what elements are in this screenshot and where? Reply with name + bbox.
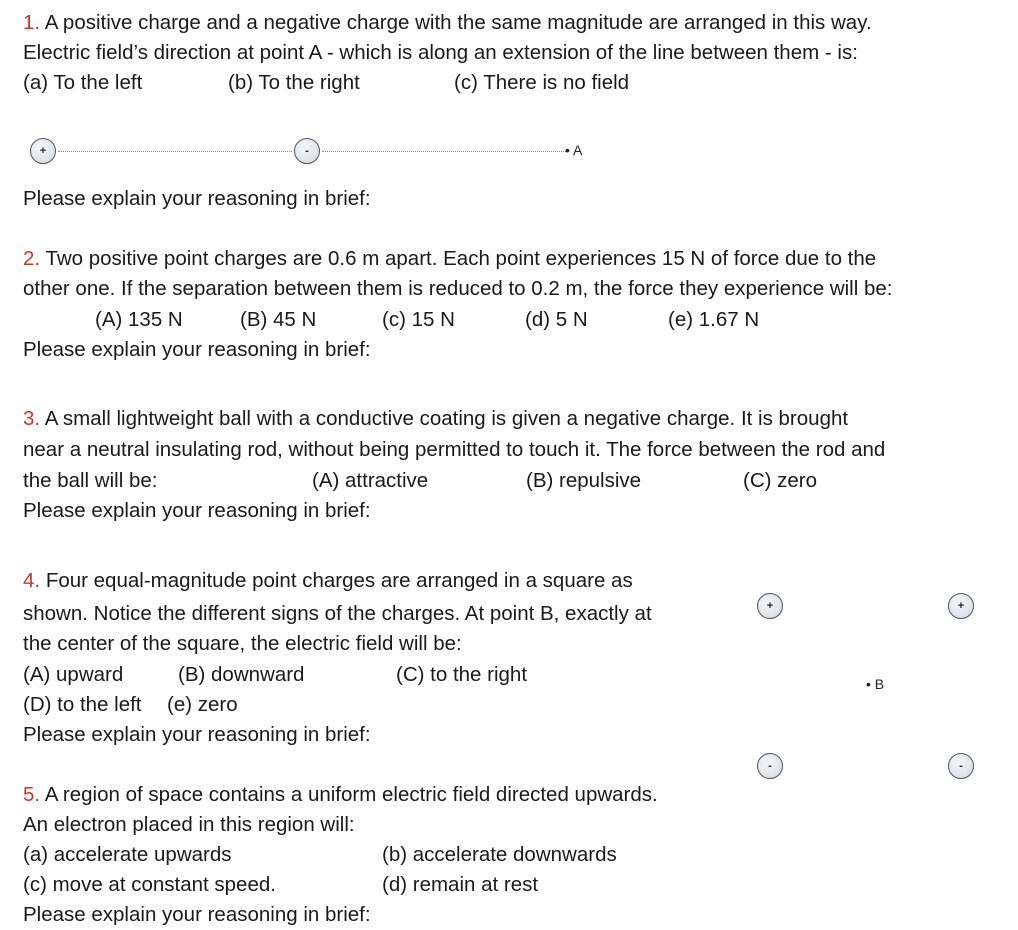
q3-option: (B) repulsive: [526, 469, 642, 492]
q5-line1: [23, 783, 658, 807]
q1-option-c: (c) There is no field: [454, 71, 630, 94]
q5-option: (c) move at constant speed.: [23, 873, 276, 896]
q1-option-b: (b) To the right: [228, 71, 360, 94]
positive-charge-top-right: +: [948, 593, 974, 619]
connecting-line: [58, 151, 292, 152]
q2-line1: [23, 247, 876, 271]
q2-option: (A) 135 N: [95, 308, 183, 331]
q4-line1: [23, 569, 633, 593]
positive-charge: +: [30, 138, 56, 164]
q4-line3: the center of the square, the electric field will be:: [23, 632, 462, 655]
q1-line2: Electric field’s direction at point A - which is along an extension of the line between them - is:: [23, 41, 858, 64]
q5-line2: An electron placed in this region will:: [23, 813, 355, 836]
negative-charge-bottom-left: -: [757, 753, 783, 779]
q1-line1: [23, 11, 872, 35]
extension-line: [322, 151, 566, 152]
positive-charge-top-left: +: [757, 593, 783, 619]
q5-number: 5.: [23, 783, 41, 806]
q1-text: A positive charge and a negative charge with the same magnitude are arranged in this way.: [44, 11, 872, 34]
q2-option: (B) 45 N: [240, 308, 317, 331]
point-a-label: • A: [565, 142, 583, 158]
point-b-label: • B: [866, 676, 885, 692]
negative-charge-bottom-right: -: [948, 753, 974, 779]
q3-number: 3.: [23, 407, 41, 430]
q4-line2: shown. Notice the different signs of the charges. At point B, exactly at: [23, 602, 652, 625]
q4-option: (A) upward: [23, 663, 124, 686]
q3-explain: Please explain your reasoning in brief:: [23, 499, 371, 522]
q4-option: (D) to the left: [23, 693, 142, 716]
q4-number: 4.: [23, 569, 41, 592]
q4-explain: Please explain your reasoning in brief:: [23, 723, 371, 746]
q5-text: A region of space contains a uniform electric field directed upwards.: [44, 783, 658, 806]
q1-explain: Please explain your reasoning in brief:: [23, 187, 371, 210]
q2-number: 2.: [23, 247, 41, 270]
q4-option: (C) to the right: [396, 663, 528, 686]
q5-option: (d) remain at rest: [382, 873, 539, 896]
q1-number: 1.: [23, 11, 41, 34]
q4-option: (e) zero: [167, 693, 238, 716]
q3-text: A small lightweight ball with a conductive coating is given a negative charge. It is brought: [44, 407, 849, 430]
q3-option: (C) zero: [743, 469, 818, 492]
q4-option: (B) downward: [178, 663, 305, 686]
q2-text: Two positive point charges are 0.6 m apart. Each point experiences 15 N of force due to the: [45, 247, 877, 270]
negative-charge: -: [294, 138, 320, 164]
q5-option: (a) accelerate upwards: [23, 843, 232, 866]
q4-text: Four equal-magnitude point charges are arranged in a square as: [45, 569, 633, 592]
q3-line2: near a neutral insulating rod, without being permitted to touch it. The force between the rod and: [23, 438, 886, 461]
q3-line3: the ball will be:: [23, 469, 158, 492]
q2-option: (d) 5 N: [525, 308, 588, 331]
q2-option: (e) 1.67 N: [668, 308, 760, 331]
q3-line1: [23, 407, 848, 431]
q3-option: (A) attractive: [312, 469, 429, 492]
q5-option: (b) accelerate downwards: [382, 843, 617, 866]
q5-explain: Please explain your reasoning in brief:: [23, 903, 371, 926]
q1-option-a: (a) To the left: [23, 71, 143, 94]
q2-line2: other one. If the separation between them is reduced to 0.2 m, the force they experience will be:: [23, 277, 893, 300]
q2-option: (c) 15 N: [382, 308, 455, 331]
q2-explain: Please explain your reasoning in brief:: [23, 338, 371, 361]
